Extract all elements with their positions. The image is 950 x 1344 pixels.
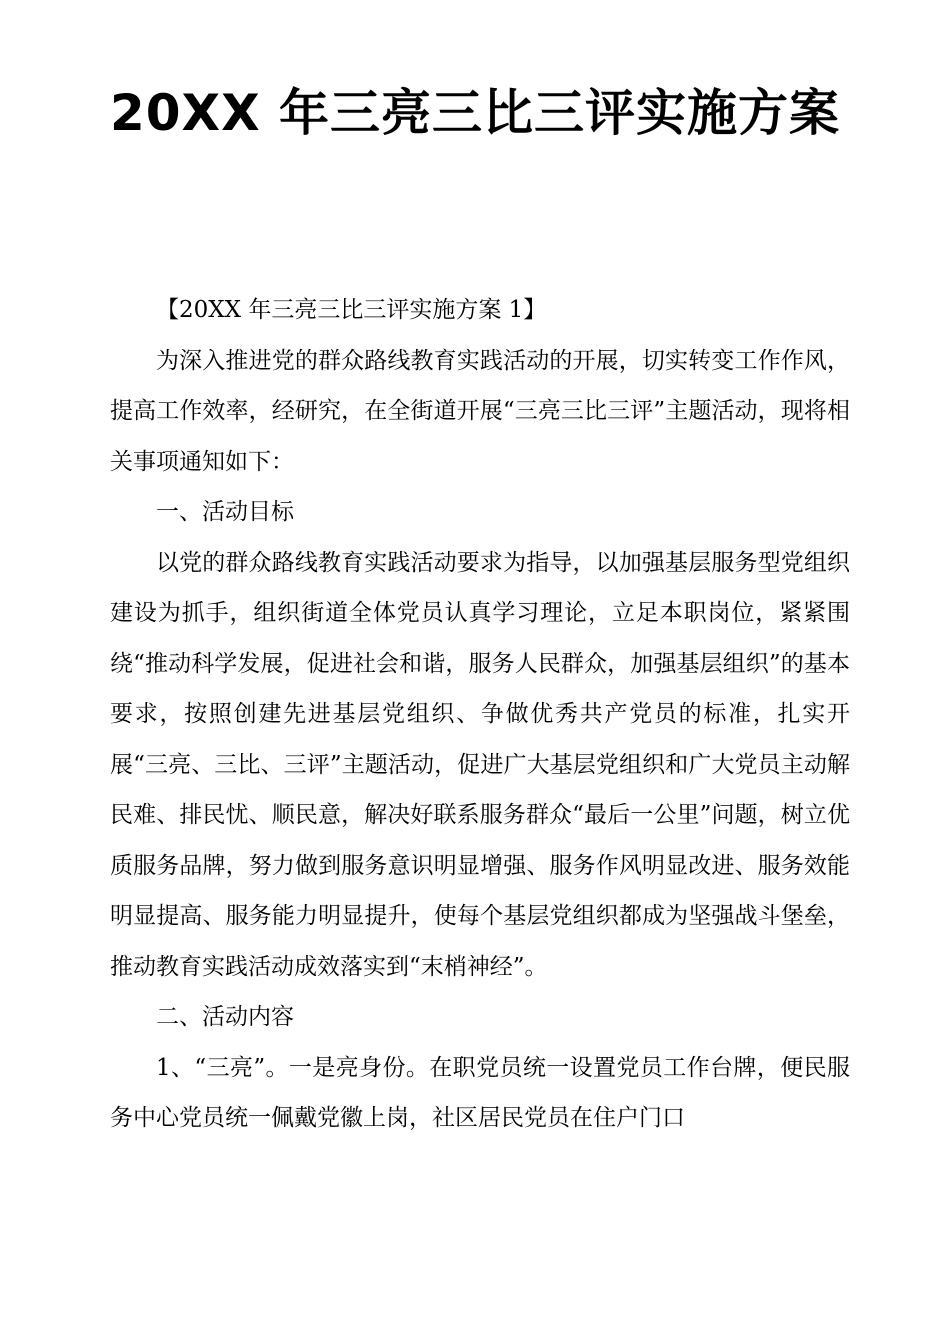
section-heading-content: 二、活动内容 (156, 1004, 294, 1030)
content-paragraph: 1、“三亮”。一是亮身份。在职党员统一设置党员工作台牌，便民服务中心党员统一佩戴党徽上岗，社区居民党员在住户门口 (110, 1054, 850, 1131)
section-heading-goals: 一、活动目标 (156, 499, 294, 525)
goals-paragraph: 以党的群众路线教育实践活动要求为指导，以加强基层服务型党组织建设为抓手，组织街道全体党员认真学习理论，立足本职岗位，紧紧围绕“推动科学发展，促进社会和谐，服务人民群众，加强基层组织”的基本要求，按照创建先进基层党组织、争做优秀共产党员的标准，扎实开展“三亮、三比、三评”主题活动，促进广大基层党组织和广大党员主动解民难、排民忧、顺民意，解决好联系服务群众“最后一公里”问题，树立优质服务品牌，努力做到服务意识明显增强、服务作风明显改进、服务效能明显提高、服务能力明显提升，使每个基层党组织都成为坚强战斗堡垒，推动教育实践活动成效落实到“末梢神经”。 (110, 549, 850, 980)
intro-paragraph: 为深入推进党的群众路线教育实践活动的开展，切实转变工作作风，提高工作效率，经研究，在全街道开展“三亮三比三评”主题活动，现将相关事项通知如下： (110, 347, 850, 475)
document-title: 20XX 年三亮三比三评实施方案 (109, 84, 841, 142)
section-heading-plan-1: 【20XX 年三亮三比三评实施方案 1】 (156, 297, 547, 323)
document-body (110, 285, 850, 1144)
